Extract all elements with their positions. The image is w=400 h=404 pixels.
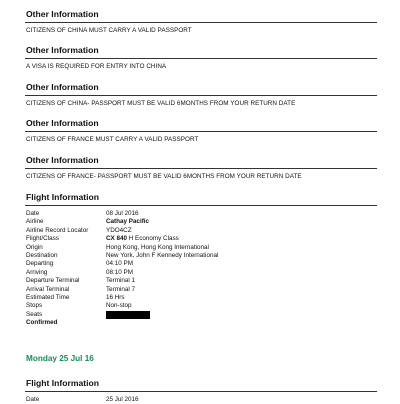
row-label: Departing [26,260,54,268]
section-text: CITIZENS OF CHINA- PASSPORT MUST BE VALID 6MONTHS FROM YOUR RETURN DATE [26,100,296,107]
row-value: Non-stop [106,302,132,310]
row-value: 08:10 PM [106,268,133,276]
row-value [106,235,377,243]
row-label: Airline [26,218,44,226]
flight-row-date [25,396,377,404]
row-value: Terminal 7 [106,285,136,293]
flight-row-origin [25,244,377,252]
row-label: Date [26,396,40,403]
flight-row-departing [25,260,377,268]
row-value: 04:10 PM [106,260,133,268]
flight-row-date [25,210,377,218]
row-value: 25 Jul 2016 [106,396,139,403]
row-label: Departure Terminal [26,277,80,285]
row-value [106,319,377,327]
row-value: Hong Kong, Hong Kong International [106,243,209,251]
other-information-section-4 [25,118,377,144]
section-title: Flight Information [25,192,377,206]
flight-row-confirmed [25,319,377,327]
row-value: YDO4CZ [106,226,132,234]
row-value: Terminal 1 [106,277,136,285]
section-title: Flight Information [25,378,377,392]
other-information-section-1 [25,9,377,35]
other-information-section-5 [25,155,377,181]
row-value: Cathay Pacific [106,218,150,226]
section-title: Other Information [25,118,377,132]
row-value: New York, John F Kennedy International [106,252,219,260]
row-label: Origin [26,243,43,251]
date-heading: Monday 25 Jul 16 [26,354,94,363]
row-label: Arrival Terminal [26,285,70,293]
flight-row-arriving [25,269,377,277]
section-title: Other Information [25,155,377,169]
flight-row-airline [25,218,377,226]
row-label: Estimated Time [26,294,70,302]
row-value: 08 Jul 2016 [106,210,139,217]
section-text: CITIZENS OF CHINA MUST CARRY A VALID PASSPORT [26,27,192,34]
row-label: Date [26,210,40,217]
flight-row-stops [25,302,377,310]
row-label: Airline Record Locator [26,226,89,234]
flight-information-section [25,192,377,328]
other-information-section-3 [25,82,377,108]
row-label: Arriving [26,268,48,276]
section-title: Other Information [25,9,377,23]
flight-details [25,206,377,328]
section-text: A VISA IS REQUIRED FOR ENTRY INTO CHINA [26,63,167,70]
row-label: Seats [26,310,43,318]
flight-information-section-2 [25,378,377,404]
section-text: CITIZENS OF FRANCE- PASSPORT MUST BE VALID 6MONTHS FROM YOUR RETURN DATE [26,173,302,180]
row-label: Confirmed [26,319,58,327]
flight-row-estimated-time [25,294,377,302]
flight-row-arrival-terminal [25,286,377,294]
flight-row-destination [25,252,377,260]
flight-class: H Economy Class [127,235,179,243]
row-value [106,311,377,319]
other-information-section-2 [25,45,377,71]
section-title: Other Information [25,45,377,59]
row-label: Stops [26,302,43,310]
flight-row-seats [25,311,377,319]
flight-row-flight-class [25,235,377,243]
flight-details [25,392,377,404]
flight-row-departure-terminal [25,277,377,285]
flight-row-record-locator [25,227,377,235]
section-title: Other Information [25,82,377,96]
row-label: Flight/Class [26,235,59,243]
row-value: 16 Hrs [106,294,125,302]
row-label: Destination [26,252,58,260]
section-text: CITIZENS OF FRANCE MUST CARRY A VALID PASSPORT [26,136,199,143]
flight-number: CX 840 [106,235,128,243]
redacted-seats-box [106,311,150,319]
